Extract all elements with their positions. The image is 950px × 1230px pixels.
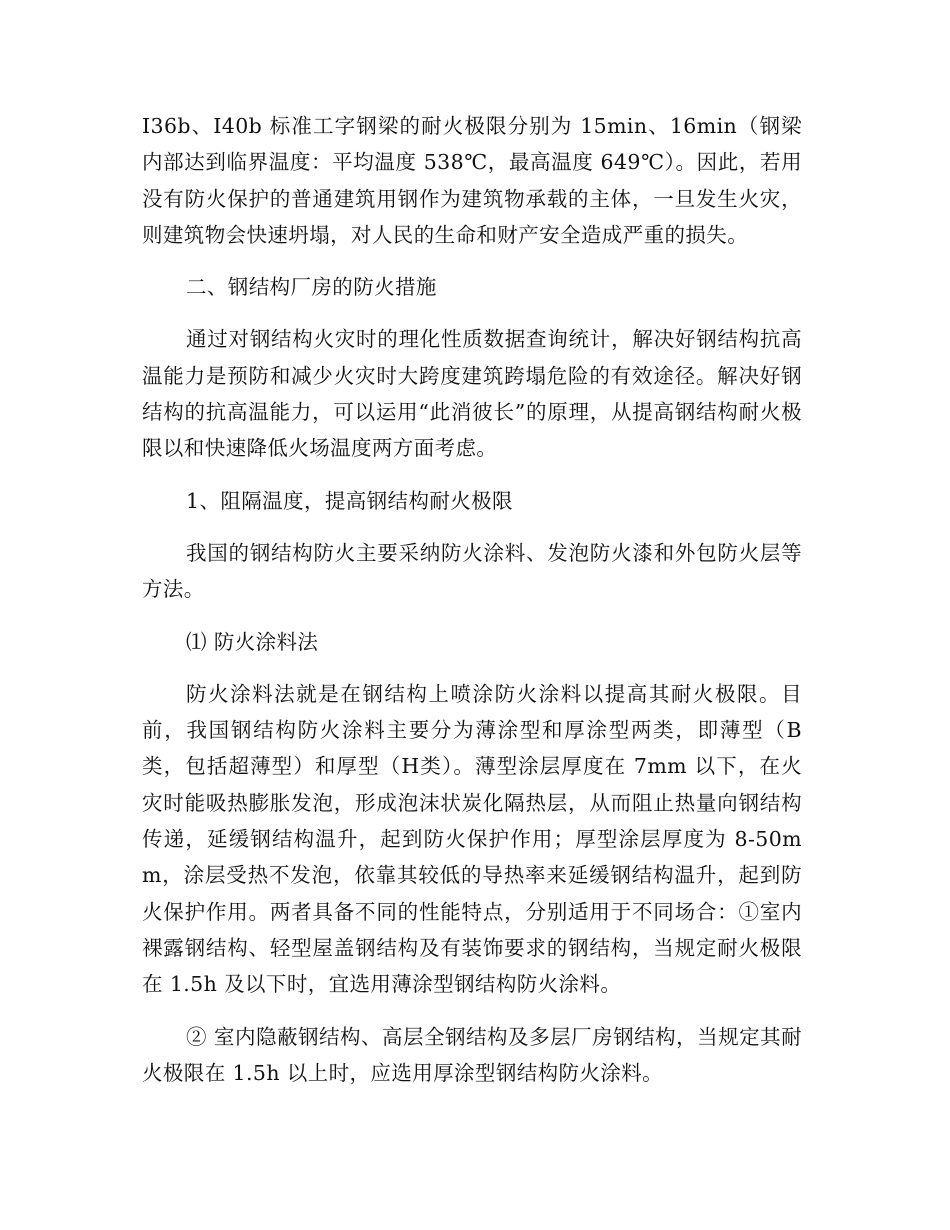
paragraph-thick-coating-usage: ② 室内隐蔽钢结构、高层全钢结构及多层厂房钢结构，当规定其耐火极限在 1.5h 以上时，应选用厚涂型钢结构防火涂料。 <box>142 1024 802 1085</box>
subheading-fireproof-coating: ⑴ 防火涂料法 <box>186 629 319 654</box>
paragraph-coating-details: 防火涂料法就是在钢结构上喷涂防火涂料以提高其耐火极限。目前，我国钢结构防火涂料主要分为薄涂型和厚涂型两类，即薄型（B类，包括超薄型）和厚型（H类）。薄型涂层厚度在 7mm 以下，在火灾时能吸热膨胀发泡，形成泡沫状炭化隔热层，从而阻止热量向钢结构传递，延缓钢结构温升，起到防火保护作用；厚型涂层厚度为 8-50mm，涂层受热不发泡，依靠其较低的导热率来延缓钢结构温升，起到防火保护作用。两者具备不同的性能特点，分别适用于不同场合：①室内裸露钢结构、轻型屋盖钢结构及有装饰要求的钢结构，当规定耐火极限在 1.5h 及以下时，宜选用薄涂型钢结构防火涂料。 <box>142 681 802 997</box>
section-heading-fire-measures: 二、钢结构厂房的防火措施 <box>186 275 437 300</box>
paragraph-high-temperature-resistance: 通过对钢结构火灾时的理化性质数据查询统计，解决好钢结构抗高温能力是预防和减少火灾时大跨度建筑跨塌危险的有效途径。解决好钢结构的抗高温能力，可以运用“此消彼长”的原理，从提高钢结构耐火极限以和快速降低火场温度两方面考虑。 <box>142 327 802 461</box>
paragraph-fire-resistance-intro: I36b、I40b 标准工字钢梁的耐火极限分别为 15min、16min（钢梁内部达到临界温度：平均温度 538℃，最高温度 649℃）。因此，若用没有防火保护的普通建筑用钢作为建筑物承载的主体，一旦发生火灾，则建筑物会快速坍塌，对人民的生命和财产安全造成严重的损失。 <box>142 114 802 247</box>
subheading-insulation: 1、阻隔温度，提高钢结构耐火极限 <box>186 488 513 513</box>
document-body <box>142 108 802 1091</box>
paragraph-fireproofing-methods: 我国的钢结构防火主要采纳防火涂料、发泡防火漆和外包防火层等方法。 <box>142 540 802 602</box>
